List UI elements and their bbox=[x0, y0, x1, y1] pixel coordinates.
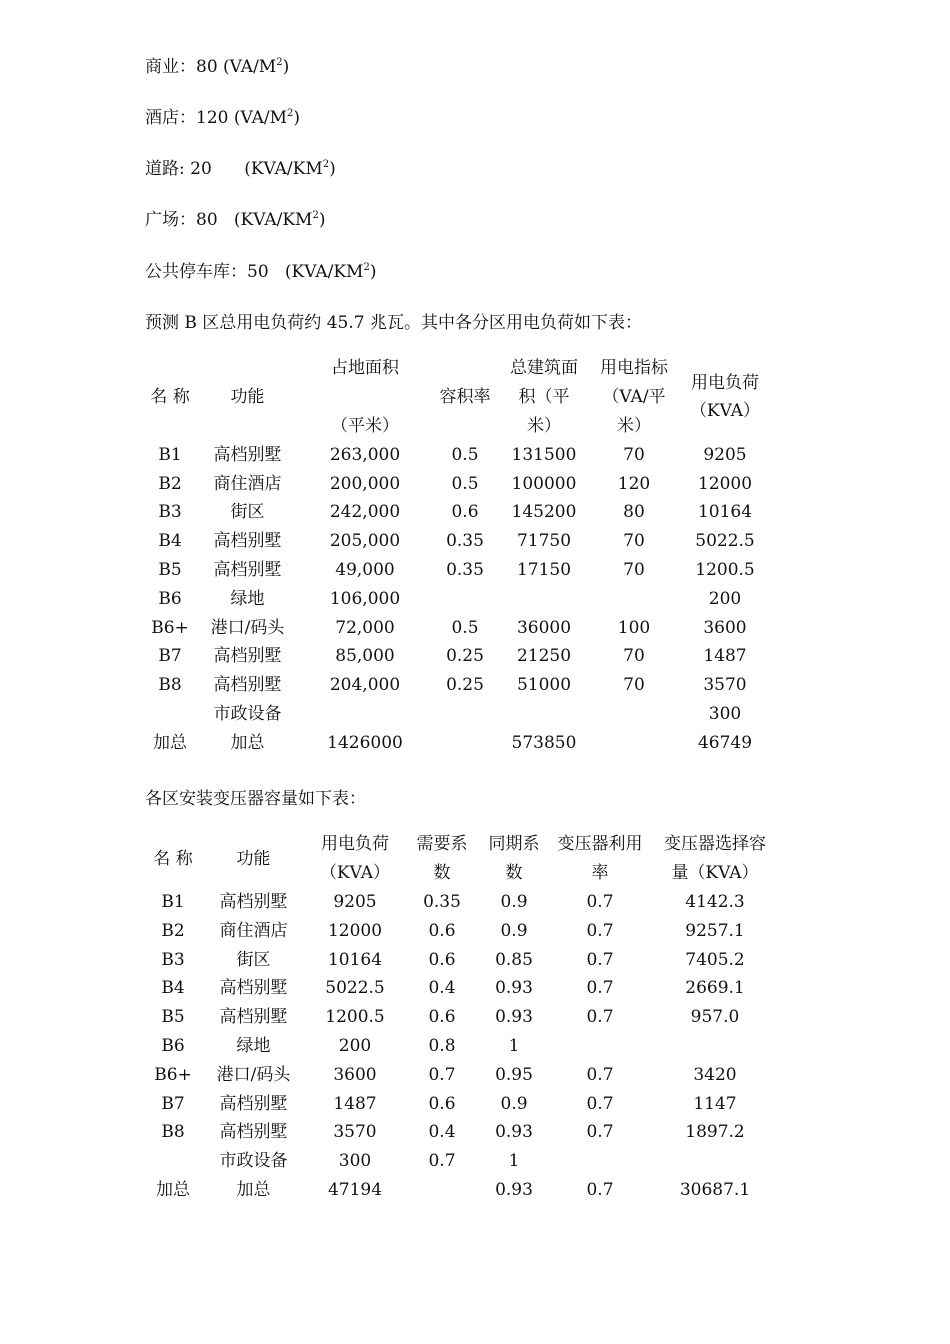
table-cell bbox=[145, 700, 195, 729]
table-cell bbox=[548, 1032, 652, 1061]
header-area-spacer bbox=[300, 383, 430, 412]
table-row bbox=[145, 700, 770, 729]
table-row bbox=[145, 1060, 778, 1089]
table-cell: B1 bbox=[158, 444, 182, 465]
table-row bbox=[145, 527, 770, 556]
table-cell: 0.35 bbox=[446, 531, 484, 552]
index-label: 道路: 20 bbox=[145, 159, 212, 179]
table-cell: 0.6 bbox=[428, 1093, 456, 1114]
index-label: 公共停车库：50 bbox=[145, 262, 269, 282]
index-label: 商业：80 bbox=[145, 57, 218, 77]
table-cell: 17150 bbox=[516, 559, 572, 580]
table-cell: B3 bbox=[161, 949, 185, 970]
index-line-commercial bbox=[145, 52, 289, 77]
index-unit: (VA/M bbox=[233, 108, 288, 128]
table-cell: B4 bbox=[161, 978, 185, 999]
table-cell: 0.93 bbox=[495, 978, 533, 999]
table-cell: 70 bbox=[623, 531, 645, 552]
table-cell: 957.0 bbox=[690, 1007, 740, 1028]
table-cell: 0.25 bbox=[446, 675, 484, 696]
table-cell: 72,000 bbox=[335, 617, 395, 638]
table-cell: 高档别墅 bbox=[219, 1007, 288, 1028]
table-cell: 0.5 bbox=[451, 473, 479, 494]
table-row bbox=[145, 916, 778, 945]
index-line-road bbox=[145, 154, 336, 179]
index-line-plaza bbox=[145, 205, 325, 230]
table-cell: 200,000 bbox=[329, 473, 401, 494]
header-index-3: 米） bbox=[617, 415, 651, 436]
table-cell: B6 bbox=[161, 1035, 185, 1056]
header-area-bottom: （平米） bbox=[331, 415, 399, 436]
table-cell: 3600 bbox=[703, 617, 747, 638]
table-cell bbox=[652, 1032, 778, 1061]
index-unit: (KVA/KM bbox=[244, 159, 323, 179]
index-label: 广场：80 bbox=[145, 210, 218, 230]
table-cell: 1147 bbox=[693, 1093, 737, 1114]
table-cell: 0.7 bbox=[586, 978, 614, 999]
table-row bbox=[145, 974, 778, 1003]
index-unit-close: ) bbox=[282, 57, 290, 77]
table-cell: 0.7 bbox=[586, 920, 614, 941]
table-row bbox=[145, 888, 778, 917]
table-row bbox=[145, 469, 770, 498]
table-cell: 0.6 bbox=[451, 502, 479, 523]
load-table bbox=[145, 354, 770, 757]
table-cell: 49,000 bbox=[335, 559, 395, 580]
table-cell: 1426000 bbox=[327, 732, 403, 753]
table-cell: 9205 bbox=[703, 444, 747, 465]
index-unit-sup: 2 bbox=[322, 159, 330, 170]
index-line-parking bbox=[145, 257, 376, 282]
table-cell: 51000 bbox=[516, 675, 572, 696]
table-cell: 高档别墅 bbox=[219, 1093, 288, 1114]
table-cell: 21250 bbox=[516, 646, 572, 667]
table-cell: B7 bbox=[161, 1093, 185, 1114]
table-cell: 70 bbox=[623, 675, 645, 696]
table-cell: 0.95 bbox=[495, 1064, 533, 1085]
header-capacity-2: 量（KVA） bbox=[671, 863, 759, 884]
table-cell: B4 bbox=[158, 531, 182, 552]
table-cell: 0.6 bbox=[428, 1007, 456, 1028]
table-cell: B2 bbox=[158, 473, 182, 494]
table-cell: 高档别墅 bbox=[213, 444, 282, 465]
table-row bbox=[145, 1032, 778, 1061]
table-cell: 100000 bbox=[511, 473, 577, 494]
table-cell: 加总 bbox=[156, 1179, 190, 1200]
index-unit-close: ) bbox=[329, 159, 336, 179]
table-cell: 0.7 bbox=[428, 1151, 456, 1172]
table-cell: 80 bbox=[623, 502, 645, 523]
table-cell: 242,000 bbox=[329, 502, 401, 523]
header-util-1: 变压器利用 bbox=[557, 834, 643, 855]
index-unit-sup: 2 bbox=[276, 57, 283, 68]
table-cell: 70 bbox=[623, 444, 645, 465]
table-cell: 0.9 bbox=[500, 891, 528, 912]
table-cell: 0.7 bbox=[586, 1007, 614, 1028]
table-cell: 0.93 bbox=[495, 1179, 533, 1200]
table-cell: 300 bbox=[338, 1151, 372, 1172]
table-cell: 1200.5 bbox=[695, 559, 755, 580]
table-row bbox=[145, 613, 770, 642]
table-cell bbox=[430, 584, 500, 613]
table-cell: 0.8 bbox=[428, 1035, 456, 1056]
table-row bbox=[145, 1147, 778, 1176]
header-function: 功能 bbox=[230, 387, 265, 408]
table-cell: 145200 bbox=[511, 502, 577, 523]
table-cell: 0.7 bbox=[586, 891, 614, 912]
header-sync-2: 数 bbox=[505, 863, 523, 884]
table-cell: 3600 bbox=[333, 1064, 377, 1085]
table-cell: 85,000 bbox=[335, 646, 395, 667]
table-cell: 0.7 bbox=[428, 1064, 456, 1085]
table-cell: B5 bbox=[161, 1007, 185, 1028]
index-unit-sup: 2 bbox=[312, 210, 319, 221]
table-cell: 高档别墅 bbox=[213, 646, 282, 667]
table-cell: 2669.1 bbox=[685, 978, 745, 999]
table-cell: 263,000 bbox=[329, 444, 401, 465]
table-cell: B6 bbox=[158, 588, 182, 609]
table-cell bbox=[430, 728, 500, 757]
table-cell: 高档别墅 bbox=[219, 1122, 288, 1143]
table-cell: 47194 bbox=[327, 1179, 383, 1200]
table-row bbox=[145, 642, 770, 671]
index-unit: (VA/M bbox=[223, 57, 277, 77]
table-row bbox=[145, 671, 770, 700]
table-cell: 高档别墅 bbox=[219, 978, 288, 999]
index-unit-close: ) bbox=[369, 262, 377, 282]
table-cell: 1 bbox=[508, 1151, 520, 1172]
table-cell: B1 bbox=[161, 891, 185, 912]
table-cell: 港口/码头 bbox=[210, 617, 285, 638]
table-cell: 0.7 bbox=[586, 1093, 614, 1114]
table-row bbox=[145, 728, 770, 757]
table-cell: 3570 bbox=[333, 1122, 377, 1143]
intro-load-paragraph: 预测 B 区总用电负荷约 45.7 兆瓦。其中各分区用电负荷如下表： bbox=[145, 313, 642, 333]
table-cell: 加总 bbox=[236, 1179, 271, 1200]
table-cell: 0.7 bbox=[586, 1122, 614, 1143]
header-load-2: （KVA） bbox=[319, 863, 391, 884]
transformer-table bbox=[145, 830, 778, 1204]
index-label: 酒店：120 bbox=[145, 108, 229, 128]
table-cell: 0.25 bbox=[446, 646, 484, 667]
table-cell: 10164 bbox=[327, 949, 383, 970]
table-cell: 3570 bbox=[703, 675, 747, 696]
table-cell: 5022.5 bbox=[695, 531, 755, 552]
table-cell: 0.93 bbox=[495, 1122, 533, 1143]
table-cell: 1 bbox=[508, 1035, 520, 1056]
table-cell: 商住酒店 bbox=[219, 920, 288, 941]
table-cell bbox=[500, 700, 588, 729]
index-unit-close: ) bbox=[293, 108, 301, 128]
table-row bbox=[145, 498, 770, 527]
table-cell: 0.9 bbox=[500, 920, 528, 941]
header-load bbox=[680, 354, 770, 440]
header-demand-2: 数 bbox=[433, 863, 451, 884]
header-name: 名 称 bbox=[153, 848, 193, 869]
table-cell: B5 bbox=[158, 559, 182, 580]
table-cell bbox=[404, 1176, 480, 1205]
table-cell: 0.6 bbox=[428, 920, 456, 941]
table-cell: 3420 bbox=[693, 1064, 737, 1085]
table-cell: 高档别墅 bbox=[213, 675, 282, 696]
header-name: 名 称 bbox=[150, 387, 190, 408]
table-cell: 36000 bbox=[516, 617, 572, 638]
index-unit: (KVA/KM bbox=[233, 210, 313, 230]
table-cell bbox=[548, 1147, 652, 1176]
table-cell: 4142.3 bbox=[685, 891, 745, 912]
table-cell: 0.5 bbox=[451, 617, 479, 638]
table-cell: 绿地 bbox=[236, 1035, 271, 1056]
table-cell: 9257.1 bbox=[685, 920, 745, 941]
header-load-2: （KVA） bbox=[689, 401, 761, 422]
table-cell: 街区 bbox=[230, 502, 265, 523]
table-cell: 100 bbox=[617, 617, 651, 638]
table-row bbox=[145, 440, 770, 469]
table-cell bbox=[145, 1147, 201, 1176]
table-cell: B6+ bbox=[154, 1064, 192, 1085]
table-cell: 200 bbox=[338, 1035, 372, 1056]
table-cell: 加总 bbox=[153, 732, 187, 753]
header-demand-1: 需要系 bbox=[416, 834, 468, 855]
table-cell: 0.7 bbox=[586, 1064, 614, 1085]
table-cell: 0.4 bbox=[428, 978, 456, 999]
table-cell: B3 bbox=[158, 502, 182, 523]
table-cell: 0.4 bbox=[428, 1122, 456, 1143]
header-build-1: 总建筑面 bbox=[510, 358, 578, 379]
table-row bbox=[145, 1089, 778, 1118]
header-ratio: 容积率 bbox=[439, 387, 491, 408]
table-cell: 0.93 bbox=[495, 1007, 533, 1028]
table-cell: 204,000 bbox=[329, 675, 401, 696]
table-cell: B6+ bbox=[151, 617, 189, 638]
table-row bbox=[145, 1176, 778, 1205]
table-cell: 70 bbox=[623, 646, 645, 667]
table-cell bbox=[588, 728, 680, 757]
table-cell: 0.35 bbox=[446, 559, 484, 580]
table-cell: 71750 bbox=[516, 531, 572, 552]
index-unit-sup: 2 bbox=[363, 262, 370, 273]
table-cell: 0.6 bbox=[428, 949, 456, 970]
table-row bbox=[145, 556, 770, 585]
header-build-2: 积（平 bbox=[518, 387, 570, 408]
table-cell: 0.7 bbox=[586, 1179, 614, 1200]
table-cell: 200 bbox=[708, 588, 742, 609]
table-cell: 0.7 bbox=[586, 949, 614, 970]
table-row bbox=[145, 1118, 778, 1147]
table-cell: 街区 bbox=[236, 949, 271, 970]
table-cell bbox=[430, 700, 500, 729]
table-cell: 46749 bbox=[697, 732, 753, 753]
intro-transformer-paragraph: 各区安装变压器容量如下表： bbox=[145, 789, 366, 809]
table-cell: 1200.5 bbox=[325, 1007, 385, 1028]
table-cell: B2 bbox=[161, 920, 185, 941]
table-cell: B8 bbox=[161, 1122, 185, 1143]
index-unit-close: ) bbox=[318, 210, 326, 230]
table-cell: 0.9 bbox=[500, 1093, 528, 1114]
table-cell bbox=[300, 700, 430, 729]
table-cell: 30687.1 bbox=[679, 1179, 751, 1200]
header-area-top: 占地面积 bbox=[331, 358, 399, 379]
table-row bbox=[145, 1003, 778, 1032]
table-cell: 106,000 bbox=[329, 588, 401, 609]
table-cell bbox=[652, 1147, 778, 1176]
table-row bbox=[145, 945, 778, 974]
table-cell: 高档别墅 bbox=[219, 891, 288, 912]
table-cell: 港口/码头 bbox=[216, 1064, 291, 1085]
table-cell: 1487 bbox=[703, 646, 747, 667]
header-build-3: 米） bbox=[527, 415, 561, 436]
table-cell: 205,000 bbox=[329, 531, 401, 552]
table-cell: 市政设备 bbox=[213, 703, 282, 724]
table-cell: 高档别墅 bbox=[213, 559, 282, 580]
table-cell: 12000 bbox=[327, 920, 383, 941]
table-cell: 0.5 bbox=[451, 444, 479, 465]
index-unit: (KVA/KM bbox=[284, 262, 364, 282]
table-cell: 70 bbox=[623, 559, 645, 580]
header-index-2: （VA/平 bbox=[602, 387, 666, 408]
table-cell: 12000 bbox=[697, 473, 753, 494]
table-cell bbox=[588, 700, 680, 729]
table-row bbox=[145, 584, 770, 613]
table-cell: 300 bbox=[708, 703, 742, 724]
table-cell: 10164 bbox=[697, 502, 753, 523]
table-cell: 131500 bbox=[511, 444, 577, 465]
table-cell: 市政设备 bbox=[219, 1151, 288, 1172]
table-cell: 5022.5 bbox=[325, 978, 385, 999]
index-line-hotel bbox=[145, 103, 300, 128]
index-unit-sup: 2 bbox=[287, 108, 294, 119]
table-cell: 0.35 bbox=[423, 891, 461, 912]
table-cell: 绿地 bbox=[230, 588, 265, 609]
header-capacity-1: 变压器选择容 bbox=[664, 834, 766, 855]
table-cell bbox=[500, 584, 588, 613]
header-sync-1: 同期系 bbox=[488, 834, 540, 855]
table-cell bbox=[588, 584, 680, 613]
table-cell: 加总 bbox=[230, 732, 265, 753]
table-cell: B7 bbox=[158, 646, 182, 667]
table-cell: B8 bbox=[158, 675, 182, 696]
header-function: 功能 bbox=[236, 848, 271, 869]
table-cell: 120 bbox=[617, 473, 651, 494]
table-cell: 1487 bbox=[333, 1093, 377, 1114]
table-cell: 573850 bbox=[511, 732, 577, 753]
table-cell: 商住酒店 bbox=[213, 473, 282, 494]
table-cell: 0.85 bbox=[495, 949, 533, 970]
header-load-1: 用电负荷 bbox=[691, 373, 759, 394]
table-cell: 1897.2 bbox=[685, 1122, 745, 1143]
table-cell: 高档别墅 bbox=[213, 531, 282, 552]
header-index-1: 用电指标 bbox=[600, 358, 668, 379]
header-util-2: 率 bbox=[591, 863, 609, 884]
header-load-1: 用电负荷 bbox=[321, 834, 389, 855]
table-cell: 9205 bbox=[333, 891, 377, 912]
table-cell: 7405.2 bbox=[685, 949, 745, 970]
